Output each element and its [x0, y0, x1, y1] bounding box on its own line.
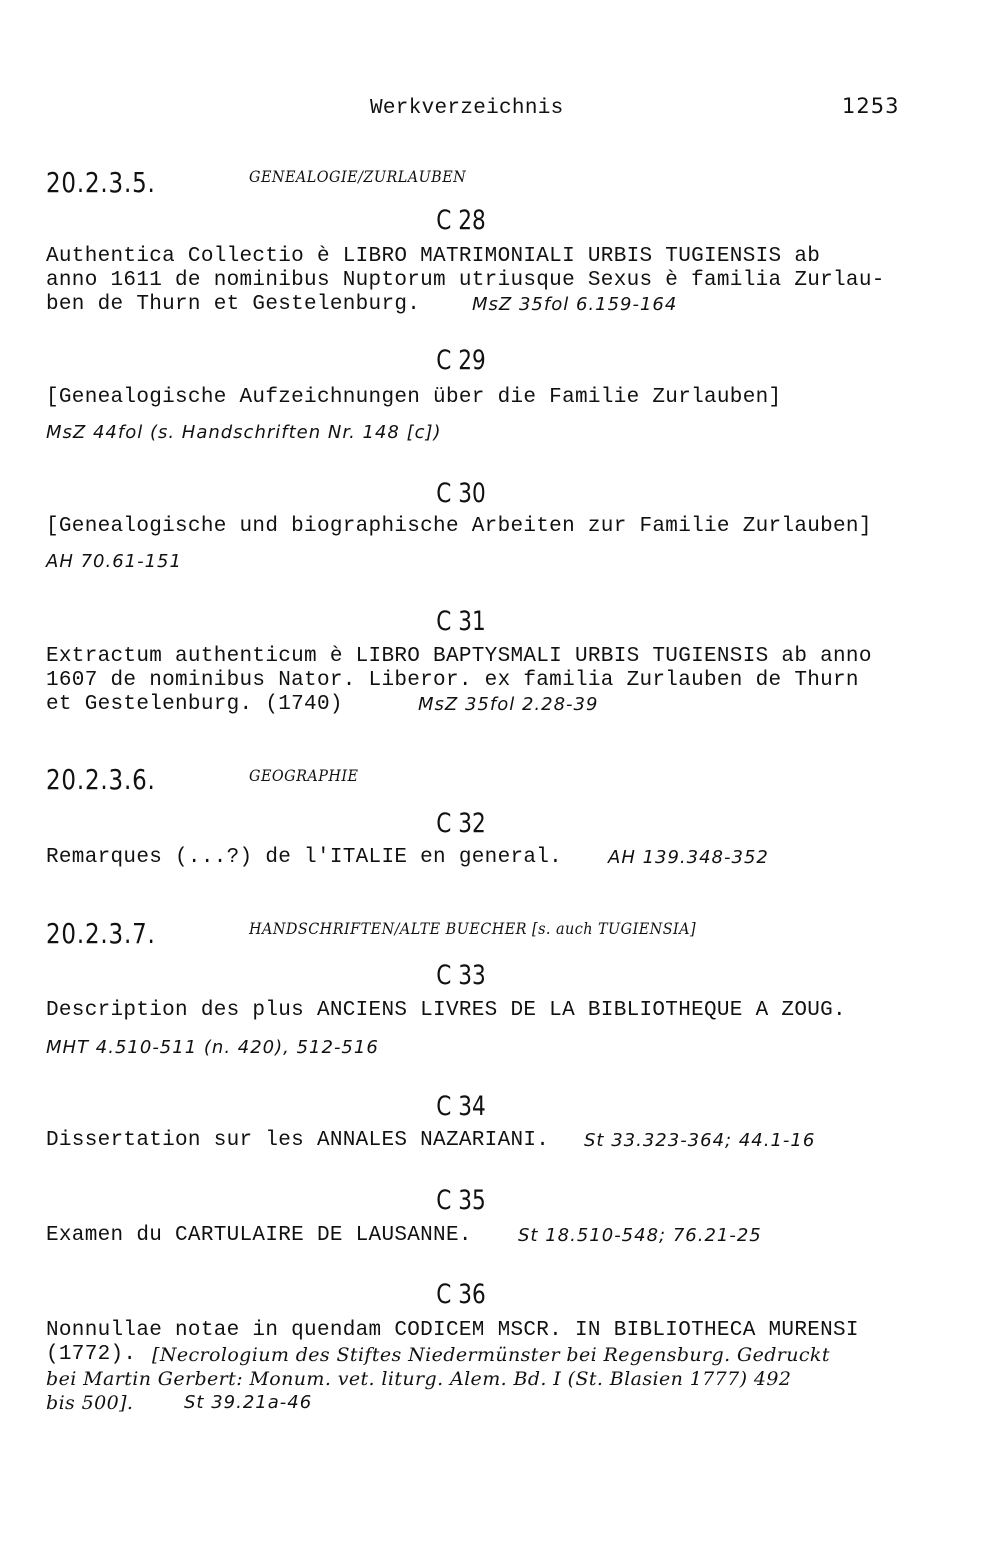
entry-text-line: Nonnullae notae in quendam CODICEM MSCR. IN BIBLIOTHECA MURENSI: [46, 1319, 859, 1342]
entry-id: C 34: [436, 1091, 486, 1122]
entry-text-line: (1772).: [46, 1343, 137, 1366]
section-number: 20.2.3.6.: [46, 763, 156, 796]
entry-text-line: Remarques (...?) de l'ITALIE en general.: [46, 846, 563, 869]
entry-id: C 31: [436, 606, 486, 637]
entry-reference: MsZ 35fol 6.159-164: [472, 294, 678, 315]
section-number: 20.2.3.7.: [46, 917, 156, 950]
entry-text-line: 1607 de nominibus Nator. Liberor. ex familia Zurlauben de Thurn: [46, 669, 859, 692]
entry-text-line: anno 1611 de nominibus Nuptorum utriusque Sexus è familia Zurlau-: [46, 269, 885, 292]
entry-id: C 35: [436, 1185, 486, 1216]
entry-id: C 30: [436, 478, 486, 509]
running-header-title: Werkverzeichnis: [370, 97, 564, 120]
entry-id: C 29: [436, 345, 486, 376]
entry-reference: MHT 4.510-511 (n. 420), 512-516: [46, 1037, 379, 1058]
entry-note-line: bei Martin Gerbert: Monum. vet. liturg. Alem. Bd. I (St. Blasien 1777) 492: [46, 1368, 792, 1390]
entry-note-line: [Necrologium des Stiftes Niedermünster bei Regensburg. Gedruckt: [152, 1344, 830, 1366]
section-title: GENEALOGIE/ZURLAUBEN: [249, 167, 467, 186]
entry-reference: MsZ 44fol (s. Handschriften Nr. 148 [c]): [46, 422, 442, 443]
entry-reference: St 18.510-548; 76.21-25: [518, 1225, 762, 1246]
entry-text-line: Authentica Collectio è LIBRO MATRIMONIALI URBIS TUGIENSIS ab: [46, 245, 821, 268]
entry-text-line: Dissertation sur les ANNALES NAZARIANI.: [46, 1129, 550, 1152]
entry-id: C 33: [436, 960, 486, 991]
entry-reference: AH 70.61-151: [46, 551, 182, 572]
section-title: GEOGRAPHIE: [249, 766, 359, 785]
section-number: 20.2.3.5.: [46, 166, 156, 199]
entry-text-line: Examen du CARTULAIRE DE LAUSANNE.: [46, 1224, 472, 1247]
entry-text-line: [Genealogische und biographische Arbeiten zur Familie Zurlauben]: [46, 515, 872, 538]
entry-reference: MsZ 35fol 2.28-39: [418, 694, 599, 715]
entry-text-line: ben de Thurn et Gestelenburg.: [46, 293, 421, 316]
entry-text-line: Description des plus ANCIENS LIVRES DE LA BIBLIOTHEQUE A ZOUG.: [46, 999, 846, 1022]
entry-id: C 36: [436, 1279, 486, 1310]
entry-id: C 28: [436, 205, 486, 236]
entry-text-line: Extractum authenticum è LIBRO BAPTYSMALI URBIS TUGIENSIS ab anno: [46, 645, 872, 668]
section-title: HANDSCHRIFTEN/ALTE BUECHER [s. auch TUGIENSIA]: [249, 919, 697, 938]
entry-reference: AH 139.348-352: [608, 847, 769, 868]
entry-reference: St 33.323-364; 44.1-16: [584, 1130, 816, 1151]
entry-text-line: et Gestelenburg. (1740): [46, 693, 343, 716]
entry-reference: St 39.21a-46: [184, 1392, 313, 1413]
page-number: 1253: [842, 94, 900, 118]
entry-text-line: [Genealogische Aufzeichnungen über die Familie Zurlauben]: [46, 386, 782, 409]
entry-note-line: bis 500].: [46, 1392, 134, 1414]
entry-id: C 32: [436, 808, 486, 839]
